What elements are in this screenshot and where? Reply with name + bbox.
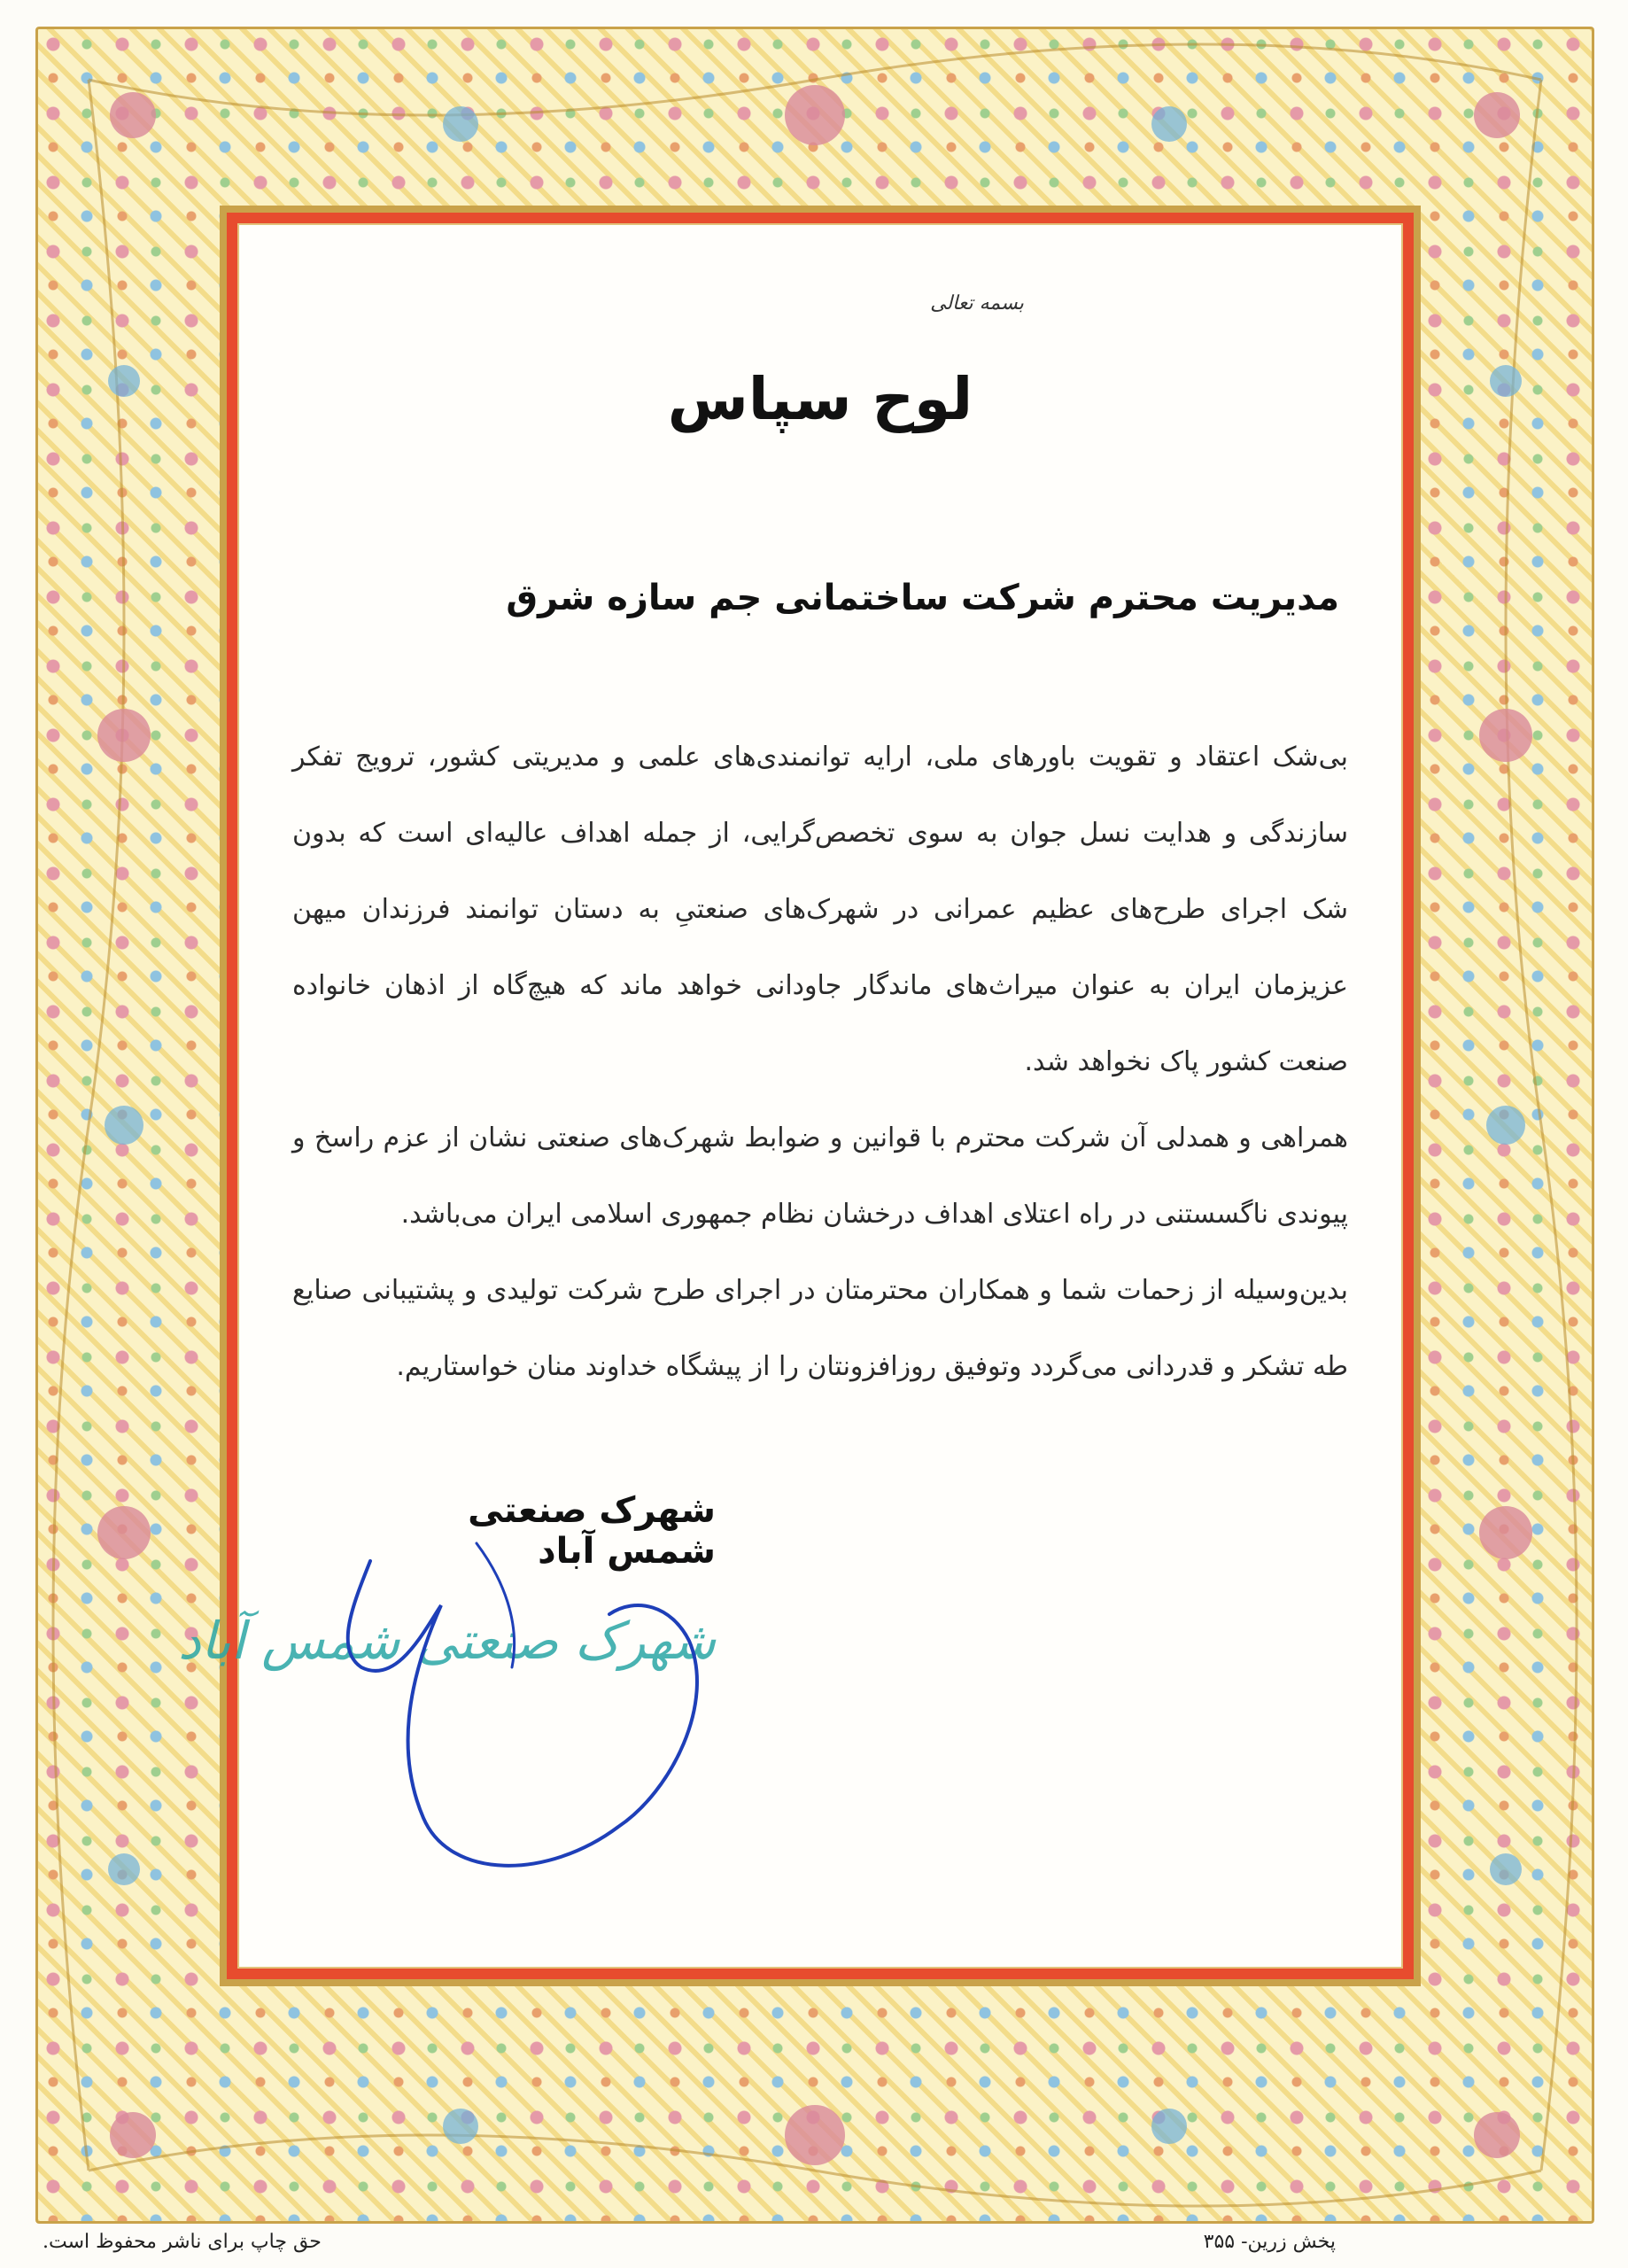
publisher-code: پخش زرین- ۳۵۵ [1203,2231,1336,2253]
invocation: بسمه تعالی [930,292,1024,315]
signature-stamp [178,1526,795,1915]
certificate-panel [178,223,1403,1969]
stamp-text: شهرک صنعتی شمس آباد [178,1611,716,1671]
certificate-title: لوح سپاس [667,365,973,433]
recipient: مدیریت محترم شرکت ساختمانی جم سازه شرق [506,578,1339,618]
signature-block [178,1490,795,1915]
certificate-body [292,719,1348,1405]
paragraph: بدین‌وسیله از زحمات شما و همکاران محترمتان در اجرای طرح شرکت تولیدی و پشتیبانی صنایع طه تشکر و قدردانی می‌گردد وتوفیق روزافزونتان را از پیشگاه خداوند منان خواستاریم. [292,1275,1348,1382]
paragraph: همراهی و همدلی آن شرکت محترم با قوانین و ضوابط شهرک‌های صنعتی نشان از عزم راسخ و پیوندی ناگسستنی در راه اعتلای اهداف درخشان نظام جمهوری اسلامی ایران می‌باشد. [292,1122,1348,1230]
signature-stroke [348,1561,697,1866]
signer-name: شهرک صنعتی شمس آباد [468,1490,716,1572]
copyright-note: حق چاپ برای ناشر محفوظ است. [43,2231,322,2253]
paragraph: بی‌شک اعتقاد و تقویت باورهای ملی، ارایه توانمندی‌های علمی و مدیریتی کشور، ترویج تفکر سازندگی و هدایت نسل جوان به سوی تخصص‌گرایی، از جمله اهداف عالیه‌ای است که بدون شک اجرای طرح‌های عظیم عمرانی در شهرک‌های صنعتیِ به دستان توانمند فرزندان میهن عزیزمان ایران به عنوان میراث‌های ماندگار جاودانی خواهد ماند که هیچ‌گاه از اذهان خانواده صنعت کشور پاک نخواهد شد. [292,742,1348,1077]
